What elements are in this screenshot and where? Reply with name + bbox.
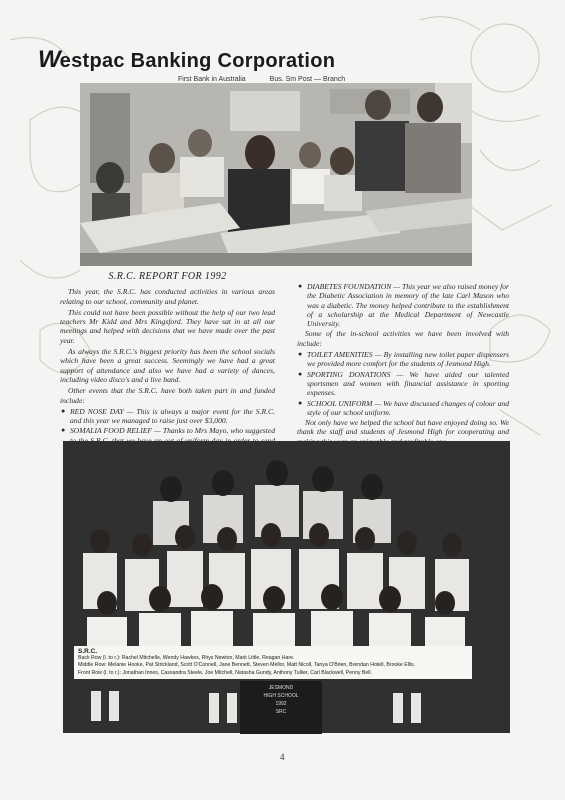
board-line: HIGH SCHOOL: [263, 693, 299, 699]
tagline-right: Bus. Sm Post — Branch: [269, 76, 346, 83]
article-bullet: ● SOMALIA FOOD RELIEF — Thanks to Mrs Mayo, who suggested: [70, 426, 275, 463]
group-photo-caption: [74, 646, 472, 679]
article-column-left: [60, 272, 275, 465]
article-bullet-list: [297, 282, 509, 328]
article-bullet: ● DIABETES FOUNDATION — This year we also raised money for the Diabetic Association in memory of the late Carl Mason who was a diabetic. The money helped contribute to the establishment of a scholarship at the Medical Department of Newcastle University.: [307, 282, 509, 328]
article-title: S.R.C. REPORT FOR 1992: [108, 271, 227, 282]
masthead-name: estpac Banking Corporation: [59, 50, 336, 72]
school-name-board: [240, 681, 322, 734]
board-line: JESMOND: [268, 685, 294, 691]
caption-line: Front Row (l. to r.): Jonathan Innes, Cassandra Steele, Joe Mitchell, Natasha Gundy, Anthony Tullier, Carl Blackwell, Penny Bell.: [78, 669, 373, 676]
board-line: SRC: [275, 709, 287, 715]
masthead-tagline: [178, 76, 345, 83]
article-bullet: ● TOILET AMENITIES — By installing new toilet paper dispensers we provided more comfort for the students of Jesmond High.: [307, 350, 509, 369]
masthead-title: [38, 46, 368, 76]
classroom-photo-image: [80, 83, 472, 266]
classroom-photo: [80, 83, 472, 266]
board-line: 1992: [275, 701, 287, 707]
page-number: 4: [280, 752, 285, 762]
article-paragraph: Other events that the S.R.C. have both taken part in and funded include:: [60, 386, 275, 405]
caption-line: Back Row (l. to r.): Rachel Mitchelle, Wendy Hawkes, Rhys Newton, Mark Little, Reagan Hare.: [78, 655, 295, 662]
westpac-logo-mark: W: [38, 46, 59, 73]
article-paragraph: Some of the in-school activities we have been involved with include:: [297, 329, 509, 348]
article-bullet: ● SPORTING DONATIONS — We have aided our talented sportsmen and women with financial assistance in sporting expenses.: [307, 370, 509, 398]
article-bullet: ● SCHOOL UNIFORM — We have discussed changes of colour and style of our school uniform.: [307, 399, 509, 418]
article-bullet-list: [297, 350, 509, 417]
tagline-left: First Bank in Australia: [178, 76, 246, 83]
article-paragraph: This year, the S.R.C. has conducted activities in various areas relating to our school, community and planet.: [60, 287, 275, 306]
caption-title: S.R.C.: [78, 648, 98, 655]
article-column-right: [297, 282, 509, 448]
caption-line: Middle Row: Melanie Hooke, Pat Strickland, Scott O'Connell, Jane Bennett, Steven Mellor, Matt Nicoll, Tanya O'Brien, Brendan Hotell, Brooke Ellis.: [78, 662, 416, 669]
article-paragraph: This could not have been possible without the help of our two lead teachers Mr Kidd and Mrs Kingsford. They have sat in at all our meetings and helped with decisions that we have made over the past year.: [60, 307, 275, 345]
article-paragraph: As always the S.R.C.'s biggest priority has been the school socials which have been a great success. Seemingly we have had a great support of attendance and also we have had a variety of dances, including video disco's and a live band.: [60, 347, 275, 384]
article-bullet: ● RED NOSE DAY — This is always a major event for the S.R.C. and this year we managed to raise just over $3,000.: [70, 407, 275, 426]
article-closing: Not only have we helped the school but have enjoyed doing so. We thank the staff and students of Jesmond High for cooperating and: [297, 418, 509, 437]
